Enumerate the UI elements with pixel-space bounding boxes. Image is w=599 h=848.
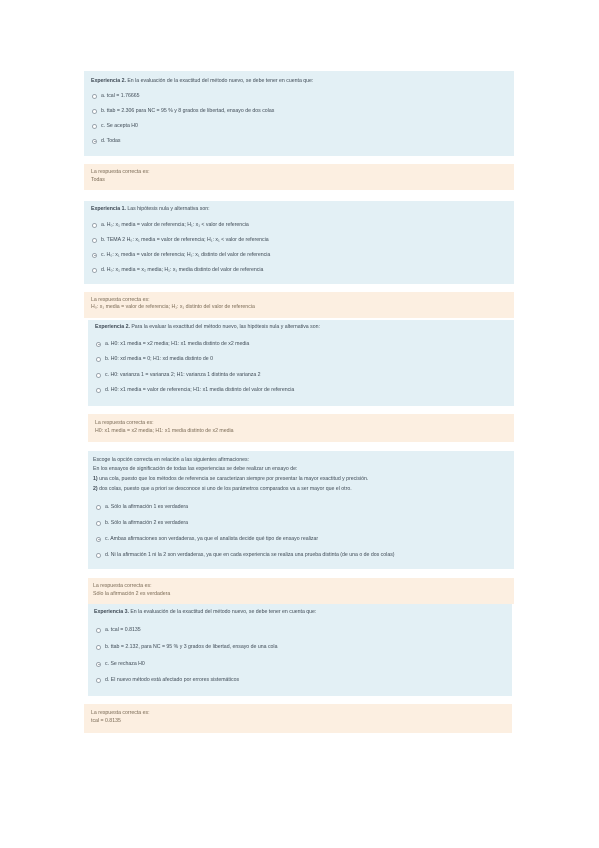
feedback-1-answer: Todas (91, 177, 105, 183)
feedback-1-title: La respuesta correcta es: (91, 169, 150, 175)
feedback-4-title: La respuesta correcta es: (93, 583, 152, 589)
q4-option-a[interactable]: a. Sólo la afirmación 1 es verdadera (96, 503, 188, 511)
radio-selected-icon[interactable] (96, 342, 101, 347)
question-4-context: En los ensayos de significación de todas las experiencias se debe realizar un ensayo de: (93, 466, 298, 472)
q5-option-d[interactable]: d. El nuevo método está afectado por errores sistemáticos (96, 676, 239, 684)
feedback-2 (84, 292, 514, 318)
question-5-text: Experiencia 3. En la evaluación de la exactitud del método nuevo, se debe tener en cuenta que: (94, 609, 317, 615)
question-3 (88, 320, 514, 406)
radio-icon[interactable] (96, 373, 101, 378)
feedback-3-title: La respuesta correcta es: (95, 420, 154, 426)
feedback-5-answer: tcal = 0.8135 (91, 718, 121, 724)
question-4-intro: Escoge la opción correcta en relación a las siguientes afirmaciones: (93, 457, 249, 463)
statement-1: 1) una cola, puesto que los métodos de referencia se caracterizan siempre por presentar la mayor exactitud y precisión. (93, 476, 369, 482)
feedback-4-answer: Sólo la afirmación 2 es verdadera (93, 591, 171, 597)
radio-icon[interactable] (96, 678, 101, 683)
radio-icon[interactable] (96, 645, 101, 650)
q5-option-c[interactable]: c. Se rechaza H0 (96, 660, 145, 668)
question-2-text: Experiencia 1. Las hipótesis nula y alternativa son: (91, 206, 210, 212)
radio-icon[interactable] (96, 628, 101, 633)
feedback-4 (88, 578, 514, 604)
radio-icon[interactable] (96, 388, 101, 393)
question-5 (88, 604, 512, 696)
feedback-1 (84, 164, 514, 190)
q2-option-c[interactable]: c. H₀: x₁ media = valor de referencia; H₁: x₁ distinto del valor de referencia (92, 251, 270, 259)
q3-option-c[interactable]: c. H0: varianza 1 = varianza 2; H1: varianza 1 distinta de varianza 2 (96, 371, 261, 379)
feedback-2-title: La respuesta correcta es: (91, 297, 150, 303)
question-3-text: Experiencia 2. Para la evaluar la exactitud del método nuevo, las hipótesis nula y alternativa son: (95, 324, 320, 330)
q2-option-a[interactable]: a. H₀: x₁ media = valor de referencia; H₁: x₁ < valor de referencia (92, 221, 249, 229)
q2-option-b[interactable]: b. TEMA 2 H₀: x₁ media = valor de referencia; H₁: x₁ < valor de referencia (92, 236, 269, 244)
q3-option-a[interactable]: a. H0: x1 media = x2 media; H1: x1 media distinto de x2 media (96, 340, 249, 348)
q5-option-a[interactable]: a. tcal = 0.8135 (96, 626, 141, 634)
q1-option-d[interactable]: d. Todas (92, 137, 121, 145)
feedback-5 (84, 704, 512, 733)
q1-option-a[interactable]: a. tcal = 1.76665 (92, 92, 140, 100)
radio-selected-icon[interactable] (96, 662, 101, 667)
q3-option-b[interactable]: b. H0: xd media = 0; H1: xd media distinto de 0 (96, 355, 213, 363)
feedback-5-title: La respuesta correcta es: (91, 710, 150, 716)
radio-icon[interactable] (96, 357, 101, 362)
radio-icon[interactable] (96, 521, 101, 526)
feedback-2-answer: H₀: x₁ media = valor de referencia; H₁: x₁ distinto del valor de referencia (91, 304, 255, 310)
question-1 (84, 71, 514, 156)
q1-option-c[interactable]: c. Se acepta H0 (92, 122, 138, 130)
question-1-text: Experiencia 2. En la evaluación de la exactitud del método nuevo, se debe tener en cuenta que: (91, 78, 314, 84)
q3-option-d[interactable]: d. H0: x1 media = valor de referencia; H1: x1 media distinto del valor de referencia (96, 386, 294, 394)
feedback-3-answer: H0: x1 media = x2 media; H1: x1 media distinto de x2 media (95, 428, 234, 434)
feedback-3 (88, 414, 514, 442)
radio-icon[interactable] (92, 223, 97, 228)
radio-icon[interactable] (92, 124, 97, 129)
radio-selected-icon[interactable] (92, 139, 97, 144)
question-2 (84, 201, 514, 284)
radio-icon[interactable] (92, 238, 97, 243)
q4-option-c[interactable]: c. Ambas afirmaciones son verdaderas, ya que el analista decide qué tipo de ensayo realizar (96, 535, 318, 543)
radio-icon[interactable] (92, 109, 97, 114)
question-4 (88, 451, 514, 569)
q4-option-d[interactable]: d. Ni la afirmación 1 ni la 2 son verdaderas, ya que en cada experiencia se realiza una prueba distinta (de una o de dos colas) (96, 551, 395, 559)
q2-option-d[interactable]: d. H₀: x₁ media = x₂ media; H₁: x₁ media distinto del valor de referencia (92, 266, 263, 274)
radio-icon[interactable] (96, 553, 101, 558)
q5-option-b[interactable]: b. ttab = 2.132, para NC = 95 % y 3 grados de libertad, ensayo de una cola (96, 643, 277, 651)
radio-icon[interactable] (92, 268, 97, 273)
statement-2: 2) dos colas, puesto que a priori se desconoce si uno de los parámetros comparados va a ser mayor que el otro. (93, 486, 352, 492)
radio-selected-icon[interactable] (92, 253, 97, 258)
radio-selected-icon[interactable] (96, 537, 101, 542)
radio-icon[interactable] (96, 505, 101, 510)
q4-option-b[interactable]: b. Sólo la afirmación 2 es verdadera (96, 519, 188, 527)
radio-icon[interactable] (92, 94, 97, 99)
q1-option-b[interactable]: b. ttab = 2.306 para NC = 95 % y 8 grados de libertad, ensayo de dos colas (92, 107, 274, 115)
